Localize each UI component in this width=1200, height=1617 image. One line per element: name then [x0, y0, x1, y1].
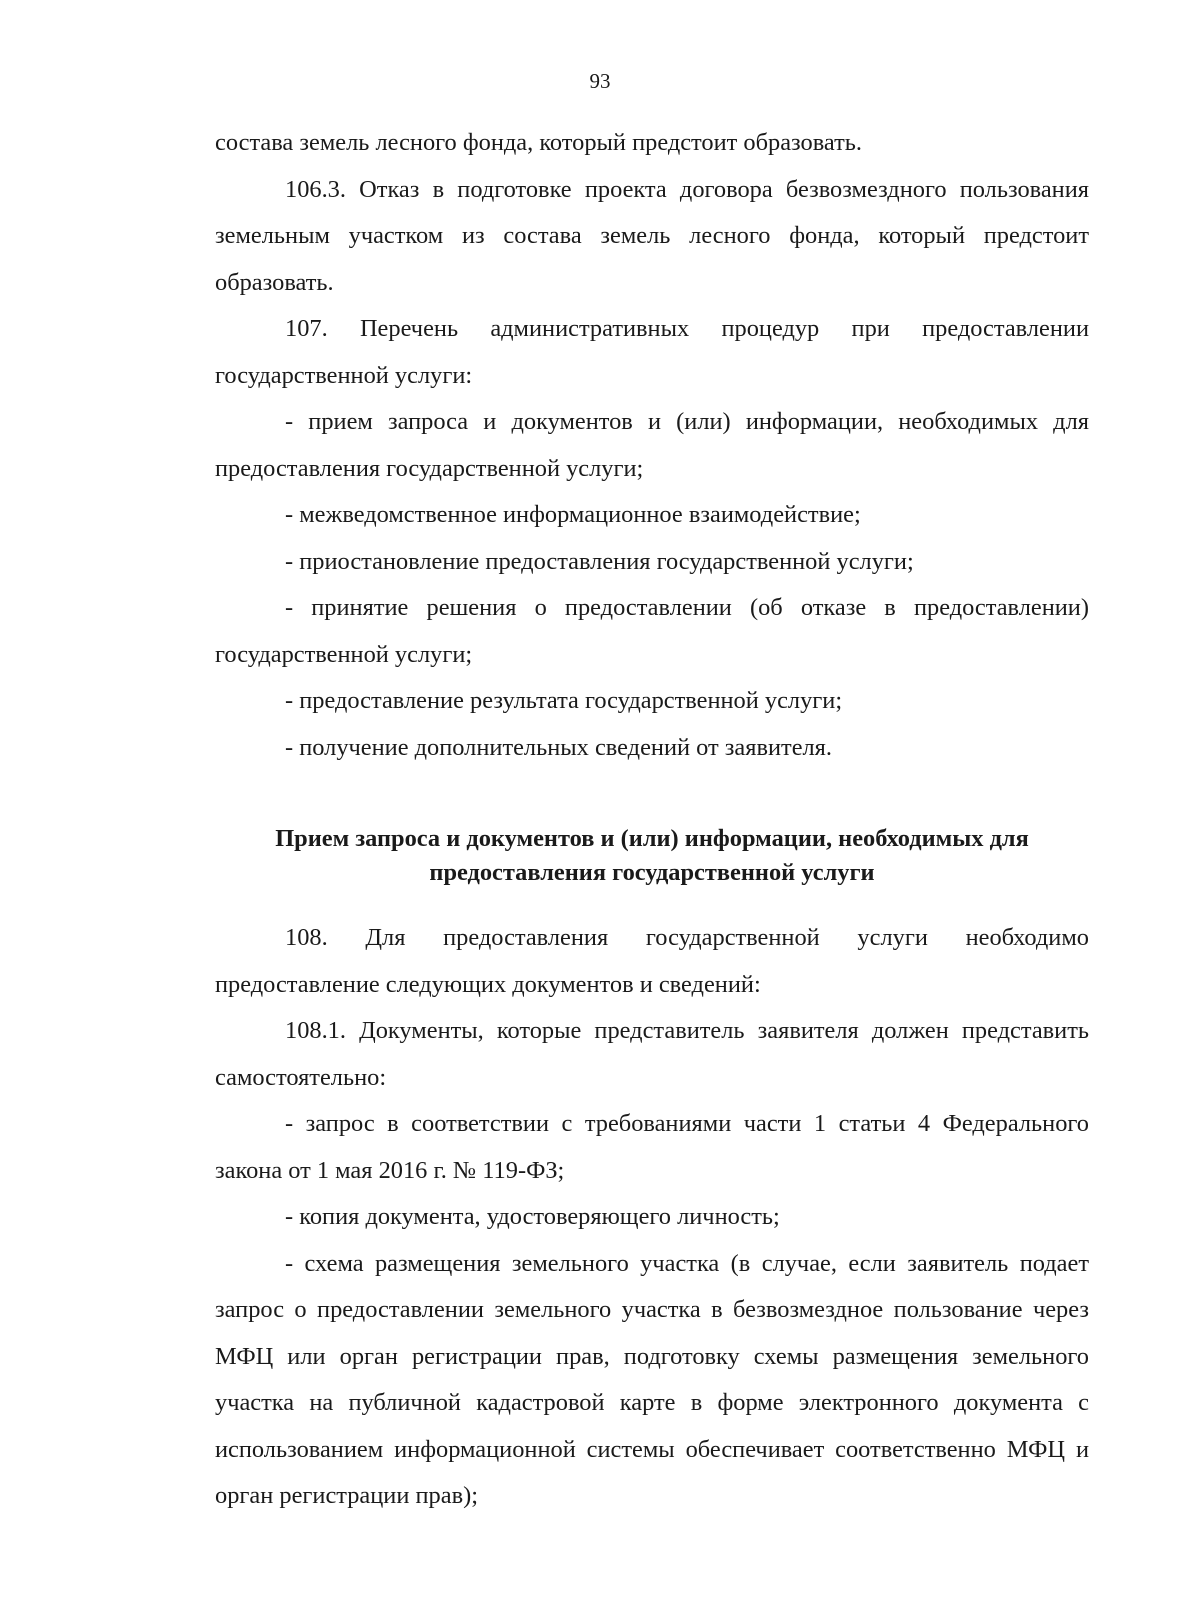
list-item-interagency: - межведомственное информационное взаимодействие; [285, 501, 861, 528]
page-number: 93 [589, 69, 611, 93]
paragraph-108-1: 108.1. Документы, которые представитель заявителя должен представить самостоятельно: [215, 1017, 1089, 1091]
paragraph-107: 107. Перечень административных процедур при предоставлении государственной услуги: [215, 315, 1089, 389]
paragraph-continuation: состава земель лесного фонда, который предстоит образовать. [215, 129, 862, 156]
list-item-request-intake: - прием запроса и документов и (или) информации, необходимых для предоставления государственной услуги; [215, 408, 1089, 482]
section-heading: Прием запроса и документов и (или) информации, необходимых для предоставления государственной услуги [275, 825, 1029, 886]
list-item-additional-info: - получение дополнительных сведений от заявителя. [285, 733, 833, 761]
list-item-decision: - принятие решения о предоставлении (об отказе в предоставлении) государственной услуги; [215, 594, 1089, 668]
list-item-id-copy: - копия документа, удостоверяющего личность; [285, 1203, 780, 1230]
list-item-request: - запрос в соответствии с требованиями части 1 статьи 4 Федерального закона от 1 мая 2016 г. № 119-ФЗ; [215, 1110, 1089, 1184]
list-item-suspension: - приостановление предоставления государственной услуги; [285, 547, 914, 575]
section-spacer [215, 771, 1089, 822]
list-item-result: - предоставление результата государственной услуги; [285, 687, 843, 714]
document-body [215, 120, 1089, 1520]
list-item-land-scheme: - схема размещения земельного участка (в случае, если заявитель подает запрос о предоставлении земельного участка в безвозмездное пользование через МФЦ или орган регистрации прав, подготовку схемы размещения земельного участка на публичной кадастровой карте в форме электронного документа с использованием информационной системы обеспечивает соответственно МФЦ и орган регистрации прав); [215, 1249, 1089, 1509]
paragraph-106-3: 106.3. Отказ в подготовке проекта договора безвозмездного пользования земельным участком из состава земель лесного фонда, который предстоит образовать. [215, 175, 1089, 296]
heading-spacer [215, 890, 1089, 915]
paragraph-108: 108. Для предоставления государственной услуги необходимо предоставление следующих документов и сведений: [215, 924, 1089, 998]
